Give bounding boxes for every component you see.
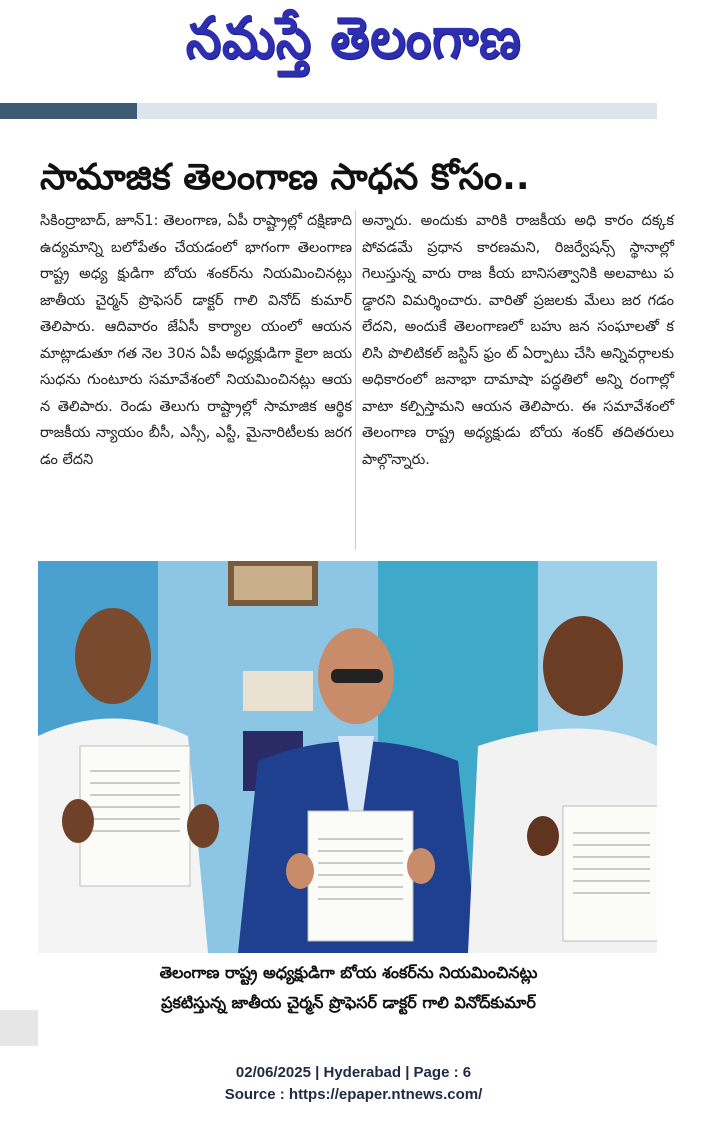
page-footer xyxy=(0,1062,707,1106)
article-column-left xyxy=(40,208,352,473)
footer-source-line: Source : https://epaper.ntnews.com/ xyxy=(224,1086,483,1103)
article-text-right: అన్నారు. అందుకు వారికి రాజకీయ అధి కారం దక్కక పోవడమే ప్రధాన కారణమని, రిజర్వేషన్స్ స్థానాల్లో గెలుస్తున్న వారు రాజ కీయ బానిసత్వానికి అలవాటు పడ్డారని విమర్శించారు. వారితో ప్రజలకు మేలు జర గడం లేదని, అందుకే తెలంగాణలో బహు జన సంఘాలతో కలిసి పొలిటికల్ జస్టిస్ ఫ్రం ట్ ఏర్పాటు చేసి అన్నివర్గాలకు అధికారంలో జనాభా దామాషా పద్ధతిలో అన్ని రంగాల్లో వాటా కల్పిస్తామని ఆయన తెలిపారు. ఈ సమావేశంలో తెలంగాణ రాష్ట్ర అధ్యక్షుడు బోయ శంకర్ తదితరులు పాల్గొన్నారు. xyxy=(362,213,674,468)
article-photo xyxy=(38,561,657,953)
caption-line-1: తెలంగాణ రాష్ట్ర అధ్యక్షుడిగా బోయ శంకర్‌ను నియమించినట్లు xyxy=(159,963,538,982)
article-headline: సామాజిక తెలంగాణ సాధన కోసం.. xyxy=(40,157,530,198)
masthead xyxy=(0,0,707,90)
masthead-logo-text: నమస్తే తెలంగాణ xyxy=(185,4,522,71)
column-divider xyxy=(355,210,356,550)
margin-strip xyxy=(0,1010,38,1046)
header-rule-light xyxy=(137,103,657,119)
photo-caption xyxy=(40,958,657,1020)
caption-line-2: ప్రకటిస్తున్న జాతీయ చైర్మన్ ప్రొఫెసర్ డాక్టర్ గాలి వినోద్‌కుమార్ xyxy=(161,993,536,1012)
article-text-left: సికింద్రాబాద్, జూన్1: తెలంగాణ, ఏపీ రాష్ట్రాల్లో దక్షిణాది ఉద్యమాన్ని బలోపేతం చేయడంలో భాగంగా తెలంగాణ రాష్ట్ర అధ్య క్షుడిగా బోయ శంకర్‌ను నియమించినట్లు జాతీయ చైర్మన్ ప్రొఫెసర్ డాక్టర్ గాలి వినోద్ కుమార్ తెలిపారు. ఆదివారం జేఏసీ కార్యాల యంలో ఆయన మాట్లాడుతూ గత నెల 30న ఏపీ అధ్యక్షుడిగా కైలా జయసుధను గుంటూరు సమావేశంలో నియమించినట్లు ఆయన తెలిపారు. రెండు తెలుగు రాష్ట్రాల్లో సామాజిక ఆర్థిక రాజకీయ న్యాయం బీసీ, ఎస్సీ, ఎస్టీ, మైనారిటీలకు జరగడం లేదని xyxy=(40,213,352,468)
article-column-right xyxy=(362,208,674,473)
header-rule-dark xyxy=(0,103,137,119)
footer-date-line: 02/06/2025 | Hyderabad | Page : 6 xyxy=(235,1064,472,1081)
photo-illustration xyxy=(38,561,657,953)
